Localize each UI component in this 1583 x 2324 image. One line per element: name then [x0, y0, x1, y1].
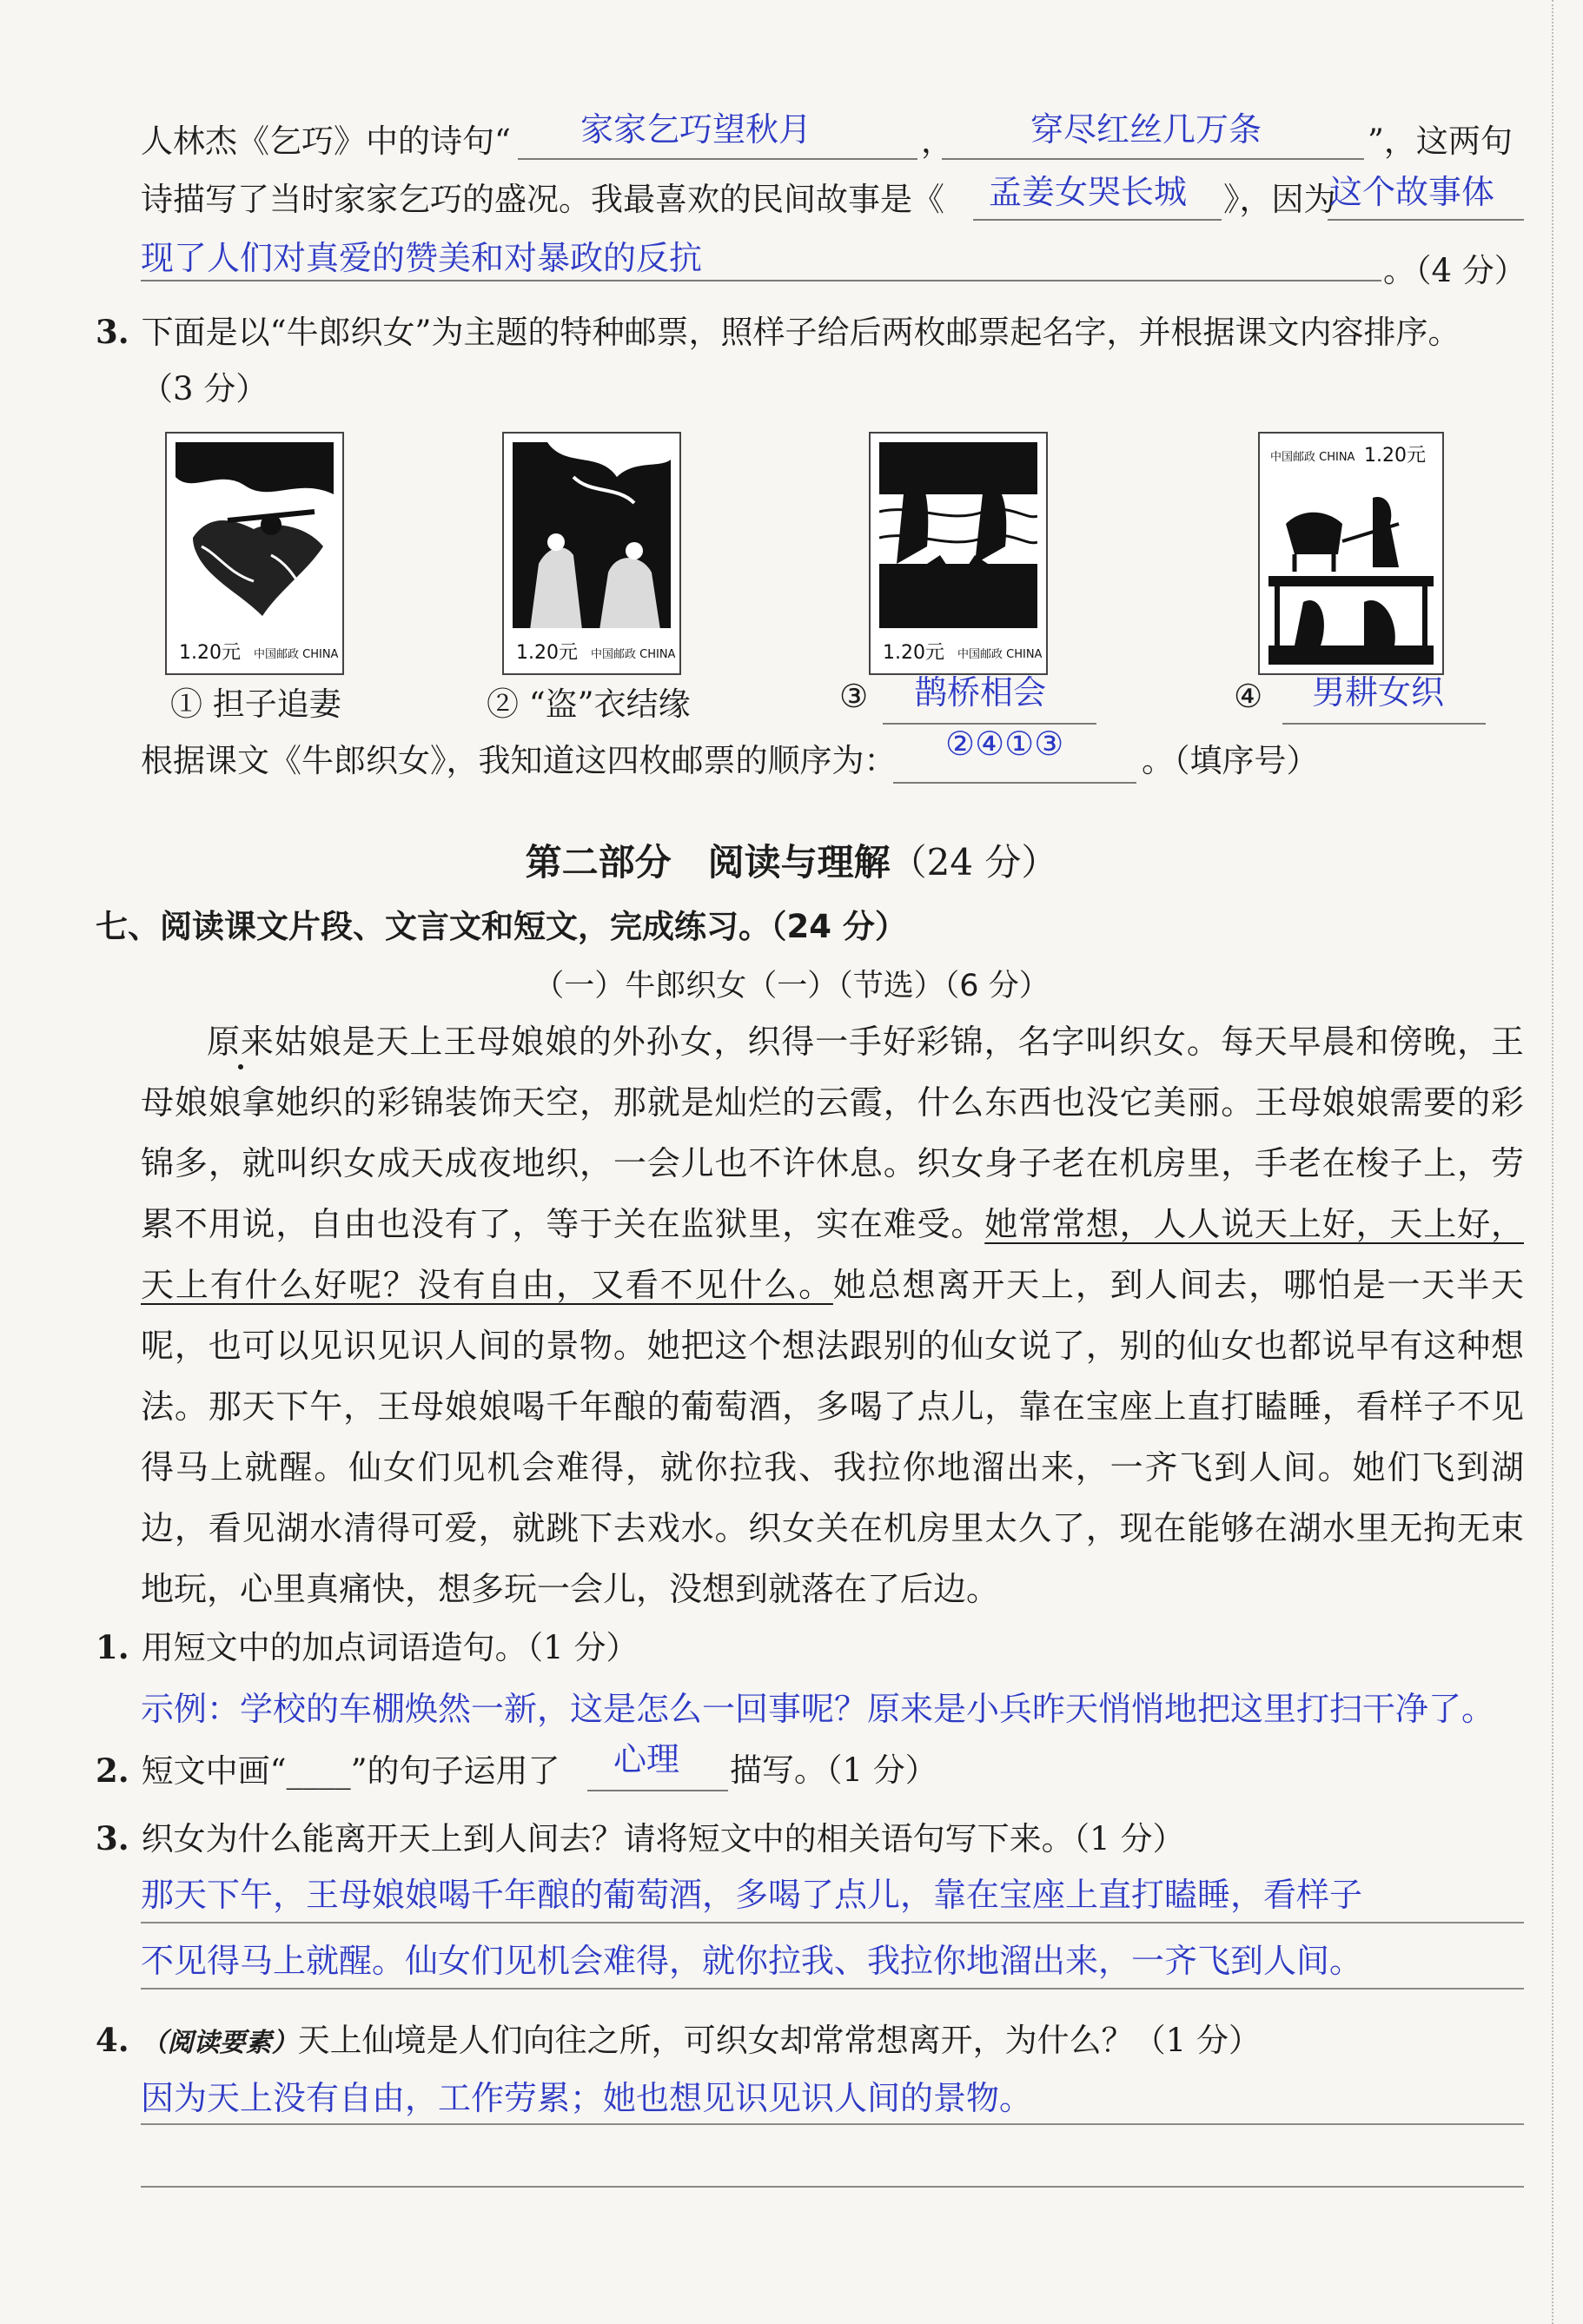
question-4-number: 4. — [96, 2021, 129, 2059]
question-2-blank — [587, 1790, 728, 1791]
q2-answer-story: 孟姜女哭长城 — [989, 173, 1188, 211]
part2-points: （24 分） — [890, 841, 1058, 884]
q2-answer-reason-1: 这个故事体 — [1329, 173, 1495, 211]
q3-order-answer: ②④①③ — [945, 725, 1064, 763]
q2-points: 。（4 分） — [1383, 252, 1527, 289]
q2-blank-reason2 — [141, 280, 1381, 281]
stamp-4-blank — [1282, 723, 1486, 725]
question-4-rule-1 — [141, 2123, 1524, 2125]
question-2-text-mid: ”的句子运用了 — [350, 1752, 560, 1790]
stamp-2-caption — [487, 678, 691, 725]
stamp-3-country: 中国邮政 CHINA — [957, 648, 1043, 661]
stamp-3-answer-name: 鹊桥相会 — [914, 673, 1047, 712]
q2-answer-reason-2: 现了人们对真爱的赞美和对暴政的反抗 — [141, 239, 703, 277]
question-1 — [96, 1621, 638, 1674]
stamp-4-answer-name: 男耕女织 — [1312, 673, 1445, 712]
q2-blank-b — [942, 158, 1364, 160]
question-2-text-post: 描写。（1 分） — [730, 1751, 937, 1789]
stamp-4-art — [1268, 472, 1434, 665]
binding-margin-line — [1552, 0, 1553, 2324]
stamp-1-caption-text: 担子追妻 — [212, 685, 341, 723]
question-3 — [96, 1812, 1184, 1865]
question-2-number: 2. — [96, 1751, 129, 1790]
stamp-1-caption — [170, 678, 341, 725]
q3-question — [96, 306, 1460, 359]
question-4 — [96, 2014, 1261, 2069]
stamp-3-value: 1.20元 — [883, 642, 944, 664]
question-3-rule-1 — [141, 1922, 1524, 1923]
stamp-1-value: 1.20元 — [179, 642, 241, 664]
q2-answer-poem-a: 家家乞巧望秋月 — [580, 110, 812, 149]
part2-title: 第二部分 阅读与理解 — [525, 841, 891, 884]
question-3-rule-2 — [141, 1988, 1524, 1990]
passage-underlined-sentence: 她常常想，人人说天上好，天上好，天上有什么好呢？没有自由，又看不见什么。 — [141, 1205, 1524, 1304]
stamp-1-country: 中国邮政 CHINA — [254, 648, 339, 661]
question-1-text: 用短文中的加点词语造句。（1 分） — [141, 1629, 639, 1666]
stamp-2-image — [502, 432, 681, 675]
stamp-2-caption-num: ② — [487, 685, 519, 723]
q2-line1-pre: 人林杰《乞巧》中的诗句“ — [141, 122, 511, 160]
section7-title: 七、阅读课文片段、文言文和短文，完成练习。（24 分） — [96, 908, 907, 945]
question-1-number: 1. — [96, 1628, 129, 1666]
passage-part1: 姑娘是天上王母娘娘的外孙女，织得一手好彩锦，名字叫织女。每天早晨和傍晚，王母娘娘拿她织的彩锦装饰天空，那就是灿烂的云霞，什么东西也没它美丽。王母娘娘需要的彩锦多，就叫织女成天成夜地织，一会儿也不许休息。织女身子老在机房里，手老在梭子上，劳累不用说，自由也没有了，等于关在监狱里，实在难受。 — [141, 1023, 1524, 1243]
q2-line2-pre: 诗描写了当时家家乞巧的盛况。我最喜欢的民间故事是《 — [141, 181, 944, 218]
q3-text: 下面是以“牛郎织女”为主题的特种邮票，照样子给后两枚邮票起名字，并根据课文内容排序。 — [141, 314, 1460, 351]
q2-comma: ， — [921, 122, 953, 160]
passage-dotted-word: 原来 — [207, 1023, 275, 1061]
stamp-4-image — [1258, 432, 1444, 675]
part2-heading — [0, 834, 1583, 886]
stamp-1-art — [176, 442, 334, 628]
stamp-3-caption-num: ③ — [839, 678, 869, 715]
q2-line1-post: ”，这两句 — [1368, 122, 1513, 160]
stamp-3-image — [869, 432, 1048, 675]
q3-order-prompt: 根据课文《牛郎织女》，我知道这四枚邮票的顺序为： — [141, 742, 897, 779]
q2-blank-story — [973, 219, 1222, 221]
question-4-text: 天上仙境是人们向往之所，可织女却常常想离开，为什么？（1 分） — [297, 2022, 1261, 2059]
q3-number: 3. — [96, 313, 129, 351]
question-1-answer: 示例：学校的车棚焕然一新，这是怎么一回事呢？原来是小兵昨天悄悄地把这里打扫干净了。 — [141, 1690, 1495, 1728]
question-4-answer: 因为天上没有自由，工作劳累；她也想见识见识人间的景物。 — [141, 2079, 1033, 2117]
stamp-2-country: 中国邮政 CHINA — [591, 648, 676, 661]
stamp-4-caption-num: ④ — [1234, 678, 1263, 715]
question-2-text-blank: ____ — [286, 1752, 351, 1790]
q3-order-suffix: 。（填序号） — [1142, 742, 1319, 779]
q3-order-blank — [893, 782, 1136, 784]
question-2-text-pre: 短文中画“ — [141, 1752, 287, 1790]
section7-subtitle: （一）牛郎织女（一）（节选）（6 分） — [533, 969, 1050, 1003]
q2-answer-poem-b: 穿尽红丝几万条 — [1030, 110, 1262, 149]
stamp-2-value: 1.20元 — [516, 642, 578, 664]
q3-points: （3 分） — [141, 370, 268, 407]
stamp-1-caption-num: ① — [170, 685, 202, 723]
question-4-rule-2 — [141, 2186, 1524, 2188]
question-3-text: 织女为什么能离开天上到人间去？请将短文中的相关语句写下来。（1 分） — [141, 1820, 1185, 1857]
stamp-1-image — [165, 432, 344, 675]
stamp-2-art — [513, 442, 671, 628]
question-2 — [96, 1745, 560, 1798]
question-3-number: 3. — [96, 1819, 129, 1857]
passage-part2: 她总想离开天上，到人间去，哪怕是一天半天呢，也可以见识见识人间的景物。她把这个想法跟别的仙女说了，别的仙女也都说早有这种想法。那天下午，王母娘娘喝千年酿的葡萄酒，多喝了点儿，靠在宝座上直打瞌睡，看样子不见得马上就醒。仙女们见机会难得，就你拉我、我拉你地溜出来，一齐飞到人间。她们飞到湖边，看见湖水清得可爱，就跳下去戏水。织女关在机房里太久了，现在能够在湖水里无拘无束地玩，心里真痛快，想多玩一会儿，没想到就落在了后边。 — [141, 1266, 1524, 1608]
stamp-4-country: 中国邮政 CHINA — [1270, 451, 1355, 464]
stamp-3-art — [879, 442, 1037, 628]
question-2-answer: 心理 — [613, 1740, 680, 1778]
question-4-tag: （阅读要素） — [141, 2028, 298, 2058]
stamp-2-caption-text: “盗”衣结缘 — [528, 685, 691, 723]
q2-blank-reason1 — [1328, 219, 1524, 221]
stamp-4-value: 1.20元 — [1364, 445, 1426, 467]
q2-line1 — [141, 116, 511, 168]
question-3-answer-line1: 那天下午，王母娘娘喝千年酿的葡萄酒，多喝了点儿，靠在宝座上直打瞌睡，看样子 — [141, 1876, 1363, 1914]
passage — [141, 1011, 1524, 1619]
q2-blank-a — [518, 158, 917, 160]
question-3-answer-line2: 不见得马上就醒。仙女们见机会难得，就你拉我、我拉你地溜出来，一齐飞到人间。 — [141, 1942, 1363, 1980]
q2-line2-mid: 》，因为 — [1223, 181, 1336, 218]
